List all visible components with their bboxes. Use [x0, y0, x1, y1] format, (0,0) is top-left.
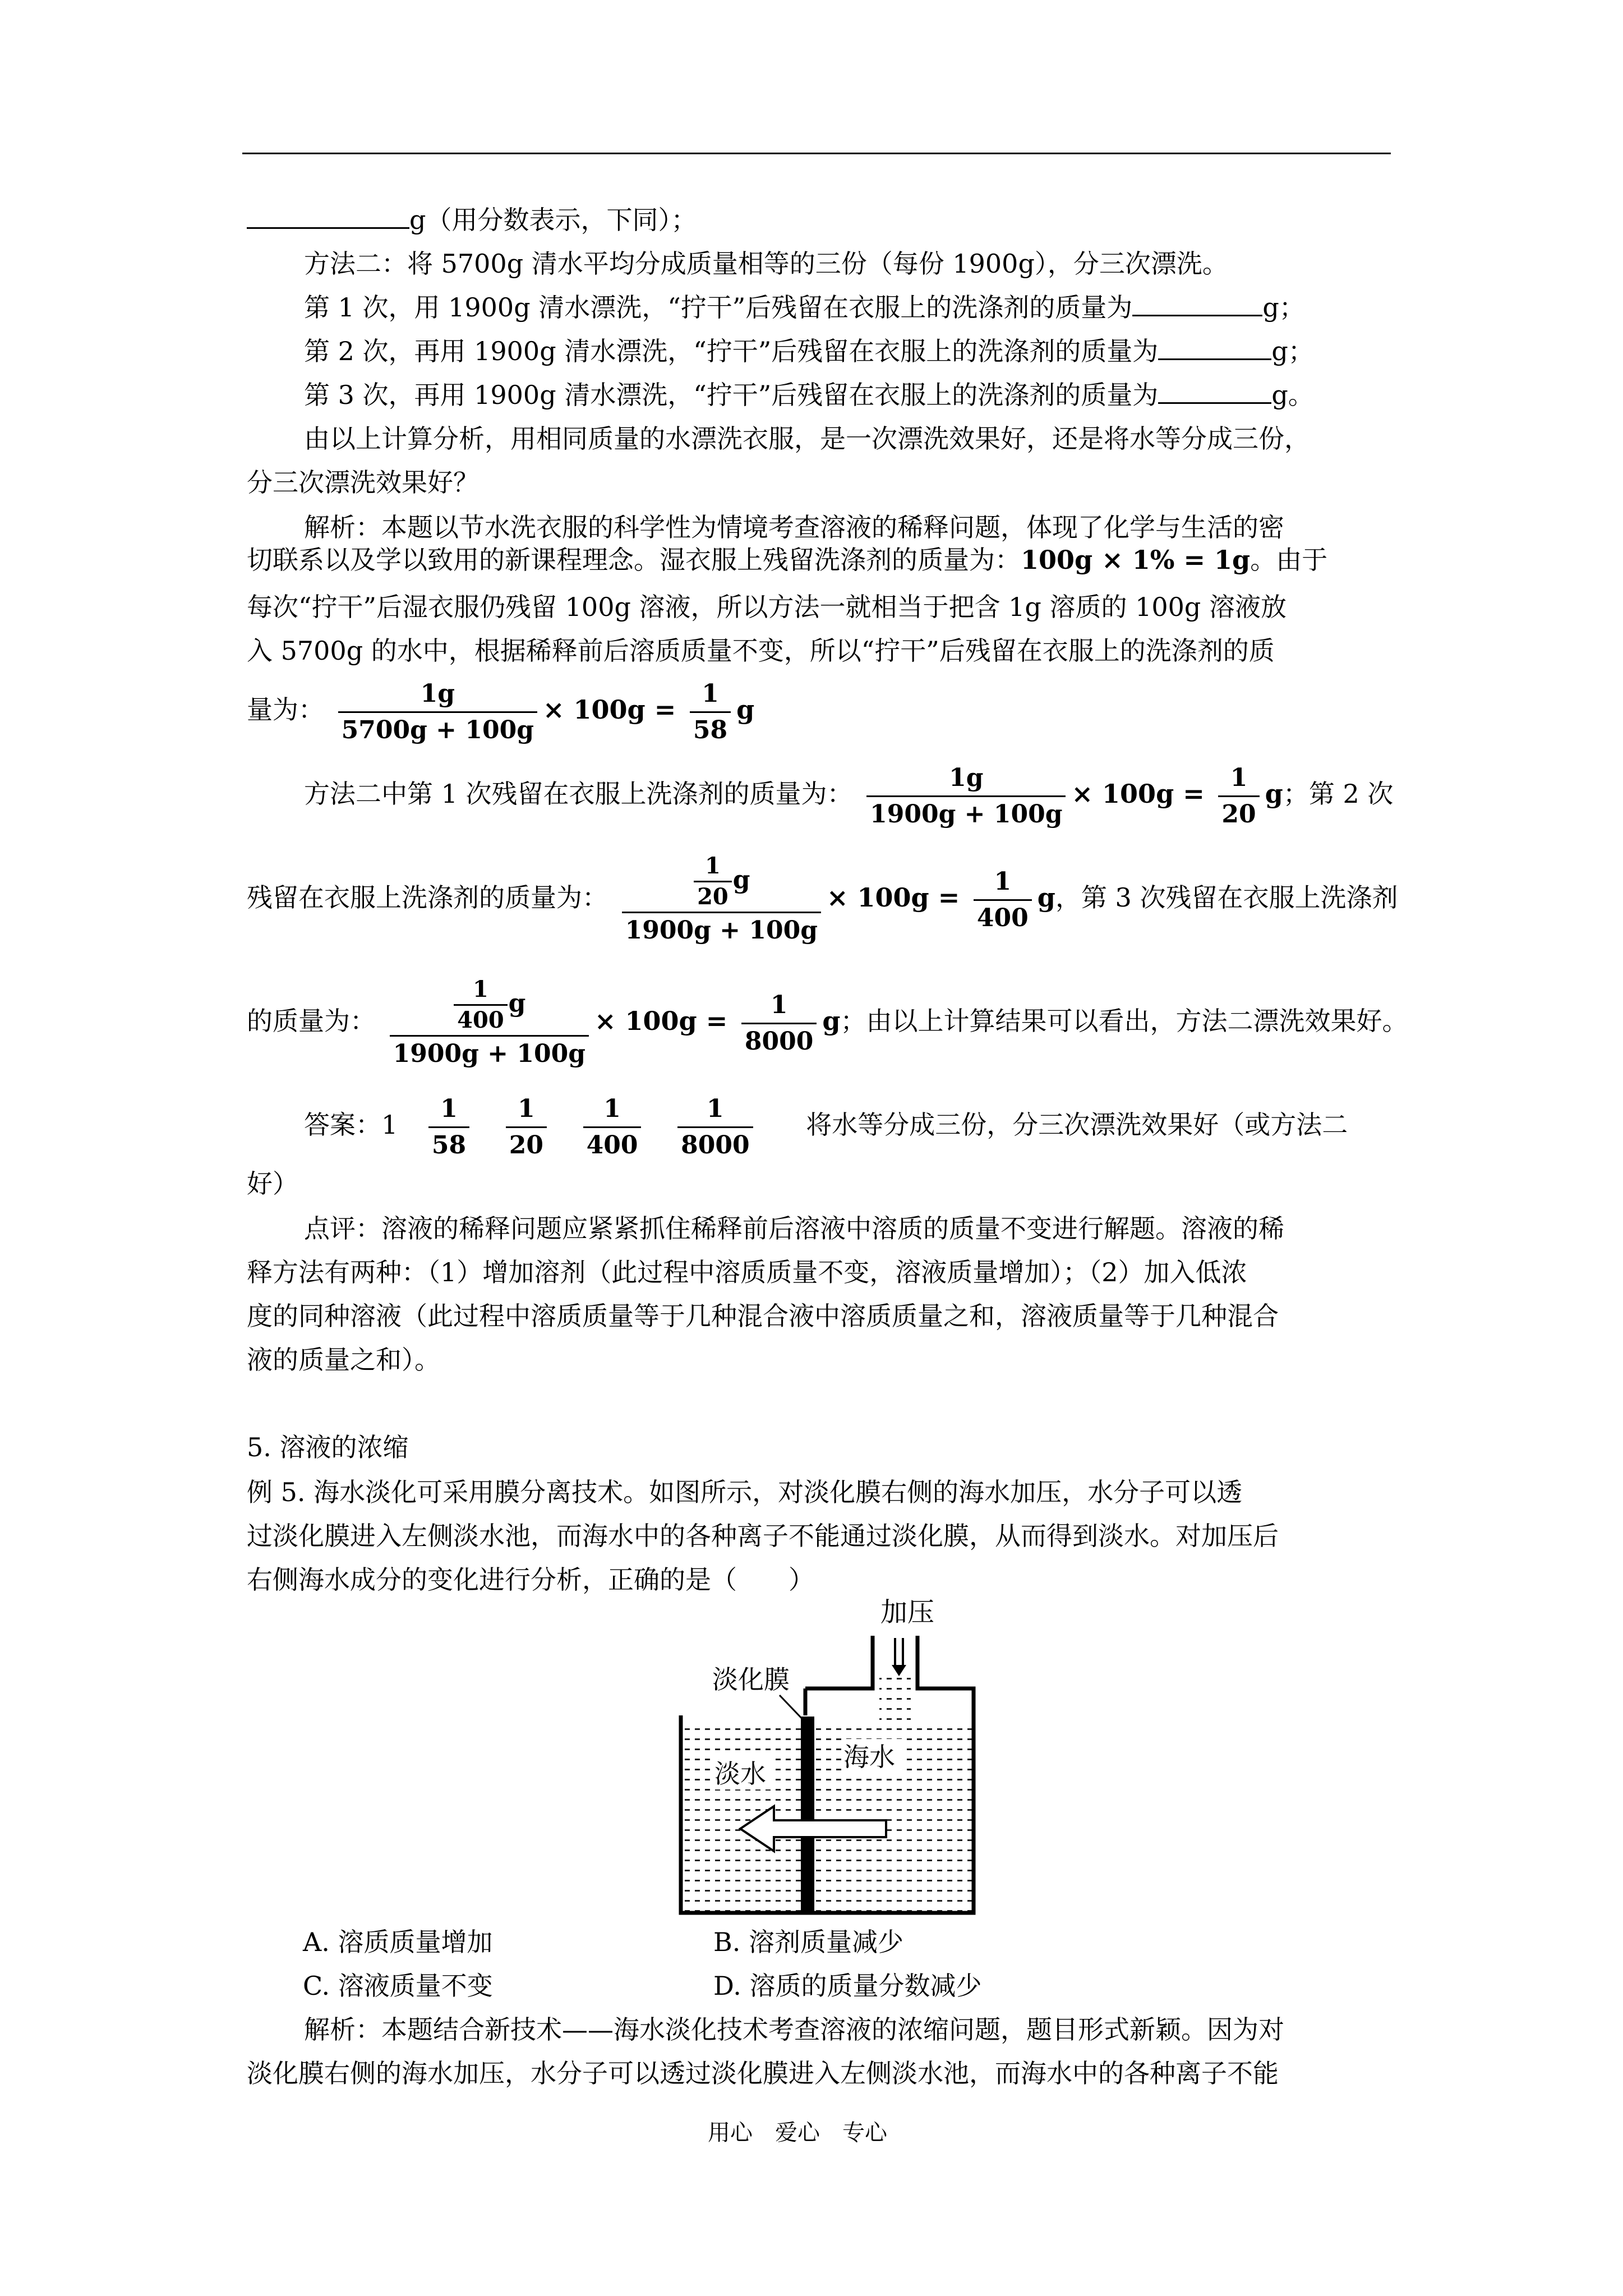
fresh-water-label: 淡水	[714, 1759, 766, 1789]
answer-blank	[247, 205, 409, 229]
answer-blank	[1158, 336, 1271, 360]
answer-line: 答案：1 $\frac{1}{58}$ $\frac{1}{20}$ $\frac{1}{400}$ $\frac{1}{8000}$ 将水等分成三份，分三次漂洗效果好（或方法二	[304, 1088, 1348, 1163]
text-line: 度的同种溶液（此过程中溶质质量等于几种混合液中溶质质量之和，溶液质量等于几种混合	[247, 1301, 1279, 1331]
fraction: $\frac{1g}{1900g + 100g}$	[866, 761, 1066, 832]
fraction: $\frac{1}{400}$	[454, 975, 508, 1035]
option-c[interactable]: C. 溶液质量不变	[303, 1971, 493, 2001]
fraction: $\frac{1}{8000}$	[741, 988, 817, 1059]
answer-blank	[1158, 380, 1271, 404]
text-line: g（用分数表示，下同）；	[247, 203, 697, 237]
text-line: 入 5700g 的水中，根据稀释前后溶质质量不变，所以“拧干”后残留在衣服上的洗涤剂的质	[247, 636, 1275, 666]
text-line: 释方法有两种：（1）增加溶剂（此过程中溶质质量不变，溶液质量增加）；（2）加入低浓	[247, 1257, 1247, 1287]
text-line: 解析：本题结合新技术——海水淡化技术考查溶液的浓缩问题，题目形式新颖。因为对	[304, 2014, 1284, 2045]
text-line: 方法二：将 5700g 清水平均分成质量相等的三份（每份 1900g），分三次漂洗。	[304, 249, 1228, 279]
pressure-label: 加压	[880, 1596, 935, 1628]
page-footer: 用心 爱心 专心	[708, 2120, 887, 2146]
text-line: 由以上计算分析，用相同质量的水漂洗衣服，是一次漂洗效果好，还是将水等分成三份，	[304, 424, 1310, 454]
option-b[interactable]: B. 溶剂质量减少	[713, 1927, 904, 1957]
fraction: $\frac{1}{58}$	[690, 677, 731, 748]
fraction: $\frac{1g}{5700g + 100g}$	[338, 677, 537, 748]
text-line: 的质量为： $\frac{1}{400}$ g 1900g + 100g × 100g = $\frac{1}{8000}$ g；由以上计算结果可以看出，方法二漂洗效果好。	[247, 965, 1408, 1077]
text-line: 点评：溶液的稀释问题应紧紧抓住稀释前后溶液中溶质的质量不变进行解题。溶液的稀	[304, 1213, 1284, 1244]
membrane	[801, 1717, 814, 1913]
fraction: $\frac{1}{8000}$	[677, 1092, 753, 1163]
membrane-label: 淡化膜	[712, 1664, 790, 1695]
text-line: 方法二中第 1 次残留在衣服上洗涤剂的质量为： $\frac{1g}{1900g + 100g}$ × 100g = $\frac{1}{20}$ g；第 2 次	[304, 757, 1393, 832]
fraction: $\frac{1}{20}$ g 1900g + 100g	[622, 852, 821, 948]
text-line: 量为： $\frac{1g}{5700g + 100g}$ × 100g = $\frac{1}{58}$ g	[247, 673, 754, 748]
text-line: 解析：本题以节水洗衣服的科学性为情境考查溶液的稀释问题，体现了化学与生活的密	[304, 512, 1284, 542]
text-line: 右侧海水成分的变化进行分析，正确的是（ ）	[247, 1565, 814, 1595]
fraction: $\frac{1}{20}$	[506, 1092, 547, 1163]
option-a[interactable]: A. 溶质质量增加	[303, 1927, 493, 1957]
text-line: 液的质量之和）。	[247, 1345, 440, 1375]
text-line: 残留在衣服上洗涤剂的质量为： $\frac{1}{20}$ g 1900g + 100g × 100g = $\frac{1}{400}$ g，第 3 次残留在衣服上洗涤剂	[247, 841, 1398, 954]
water-fill	[681, 1722, 974, 1913]
fraction: $\frac{1}{20}$	[694, 852, 732, 912]
membrane-diagram	[673, 1593, 987, 1930]
fraction: $\frac{1}{20}$	[1218, 761, 1259, 832]
fraction: $\frac{1}{400}$	[583, 1092, 642, 1163]
text-line: 第 1 次，用 1900g 清水漂洗，“拧干”后残留在衣服上的洗涤剂的质量为 g；	[304, 292, 1305, 323]
text-line: 淡化膜右侧的海水加压，水分子可以透过淡化膜进入左侧淡水池，而海水中的各种离子不能	[247, 2058, 1279, 2088]
header-rule	[242, 153, 1391, 154]
text-line: 切联系以及学以致用的新课程理念。湿衣服上残留洗涤剂的质量为：100g × 1% = 1g。由于	[247, 545, 1328, 575]
section-heading: 5. 溶液的浓缩	[247, 1432, 409, 1462]
text-line: 分三次漂洗效果好？	[247, 467, 479, 498]
text-line: 好）	[247, 1168, 298, 1199]
answer-blank	[1132, 292, 1262, 316]
text-line: 过淡化膜进入左侧淡水池，而海水中的各种离子不能通过淡化膜，从而得到淡水。对加压后	[247, 1521, 1279, 1551]
piston-water	[879, 1672, 911, 1723]
text-line: 每次“拧干”后湿衣服仍残留 100g 溶液，所以方法一就相当于把含 1g 溶质的 100g 溶液放	[247, 592, 1287, 622]
text-line: 第 3 次，再用 1900g 清水漂洗，“拧干”后残留在衣服上的洗涤剂的质量为 g。	[304, 380, 1314, 410]
fraction: $\frac{1}{400}$ g 1900g + 100g	[390, 975, 589, 1071]
fraction: $\frac{1}{58}$	[428, 1092, 469, 1163]
sea-water-label: 海水	[843, 1742, 895, 1772]
text-line: 第 2 次，再用 1900g 清水漂洗，“拧干”后残留在衣服上的洗涤剂的质量为 g；	[304, 336, 1314, 366]
equation: 100g × 1% = 1g	[1021, 545, 1251, 575]
fraction: $\frac{1}{400}$	[974, 864, 1032, 936]
text-line: 例 5. 海水淡化可采用膜分离技术。如图所示，对淡化膜右侧的海水加压，水分子可以透	[247, 1477, 1243, 1507]
option-d[interactable]: D. 溶质的质量分数减少	[713, 1971, 982, 2001]
